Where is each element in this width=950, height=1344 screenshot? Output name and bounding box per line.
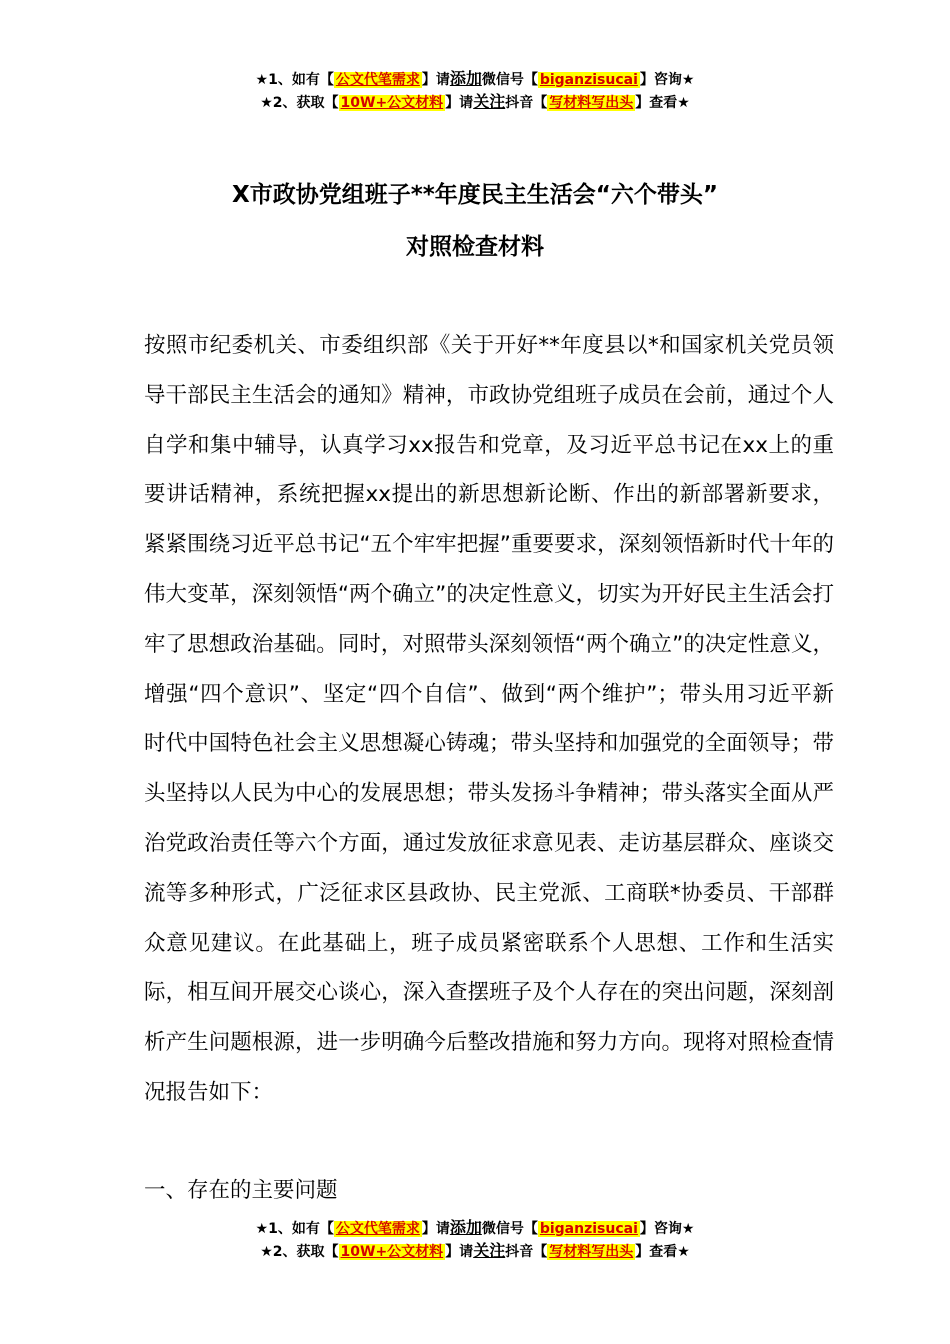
banner-text: 】咨询★ <box>639 72 695 88</box>
banner-text: 】请 <box>421 72 450 88</box>
banner-text: 】请 <box>445 1244 474 1260</box>
highlight-materials: 10W+公文材料 <box>340 1244 444 1260</box>
bottom-ad-banner <box>0 1217 950 1263</box>
highlight-service: 公文代笔需求 <box>335 1221 420 1237</box>
banner-emphasis: 添加 <box>449 1218 482 1237</box>
top-ad-banner <box>0 68 950 114</box>
document-title: X市政协党组班子**年度民主生活会“六个带头” <box>231 182 719 208</box>
banner-line-1 <box>0 68 950 91</box>
banner-emphasis: 添加 <box>449 69 482 88</box>
banner-text: 】查看★ <box>635 95 690 111</box>
banner-emphasis: 关注 <box>473 1241 506 1260</box>
highlight-service: 公文代笔需求 <box>335 72 420 88</box>
banner-text: ★2、获取【 <box>260 1244 339 1260</box>
banner-text: 微信号【 <box>481 72 538 88</box>
banner-text: 】查看★ <box>635 1244 690 1260</box>
banner-text: 抖音【 <box>505 1244 548 1260</box>
highlight-douyin: 写材料写出头 <box>549 1244 634 1260</box>
banner-text: 】请 <box>445 95 474 111</box>
section-heading: 一、存在的主要问题 <box>144 1178 338 1203</box>
highlight-materials: 10W+公文材料 <box>340 95 444 111</box>
highlight-wechat-id: biganzisucai <box>539 72 638 88</box>
banner-text: ★1、如有【 <box>255 1221 334 1237</box>
document-subtitle: 对照检查材料 <box>406 234 544 260</box>
banner-text: 】请 <box>421 1221 450 1237</box>
banner-text: 抖音【 <box>505 95 548 111</box>
banner-text: 微信号【 <box>481 1221 538 1237</box>
banner-emphasis: 关注 <box>473 92 506 111</box>
banner-line-2 <box>0 1240 950 1263</box>
banner-line-2 <box>0 91 950 114</box>
highlight-wechat-id: biganzisucai <box>539 1221 638 1237</box>
banner-line-1 <box>0 1217 950 1240</box>
body-paragraph: 按照市纪委机关、市委组织部《关于开好**年度县以*和国家机关党员领导干部民主生活会的通知》精神，市政协党组班子成员在会前，通过个人自学和集中辅导，认真学习xx报告和党章，及习近平总书记在xx上的重要讲话精神，系统把握xx提出的新思想新论断、作出的新部署新要求，紧紧围绕习近平总书记“五个牢牢把握”重要要求，深刻领悟新时代十年的伟大变革，深刻领悟“两个确立”的决定性意义，切实为开好民主生活会打牢了思想政治基础。同时，对照带头深刻领悟“两个确立”的决定性意义，增强“四个意识”、坚定“四个自信”、做到“两个维护”；带头用习近平新时代中国特色社会主义思想凝心铸魂；带头坚持和加强党的全面领导；带头坚持以人民为中心的发展思想；带头发扬斗争精神；带头落实全面从严治党政治责任等六个方面，通过发放征求意见表、走访基层群众、座谈交流等多种形式，广泛征求区县政协、民主党派、工商联*协委员、干部群众意见建议。在此基础上，班子成员紧密联系个人思想、工作和生活实际，相互间开展交心谈心，深入查摆班子及个人存在的突出问题，深刻剖析产生问题根源，进一步明确今后整改措施和努力方向。现将对照检查情况报告如下： <box>144 333 834 1105</box>
highlight-douyin: 写材料写出头 <box>549 95 634 111</box>
banner-text: 】咨询★ <box>639 1221 695 1237</box>
banner-text: ★1、如有【 <box>255 72 334 88</box>
banner-text: ★2、获取【 <box>260 95 339 111</box>
